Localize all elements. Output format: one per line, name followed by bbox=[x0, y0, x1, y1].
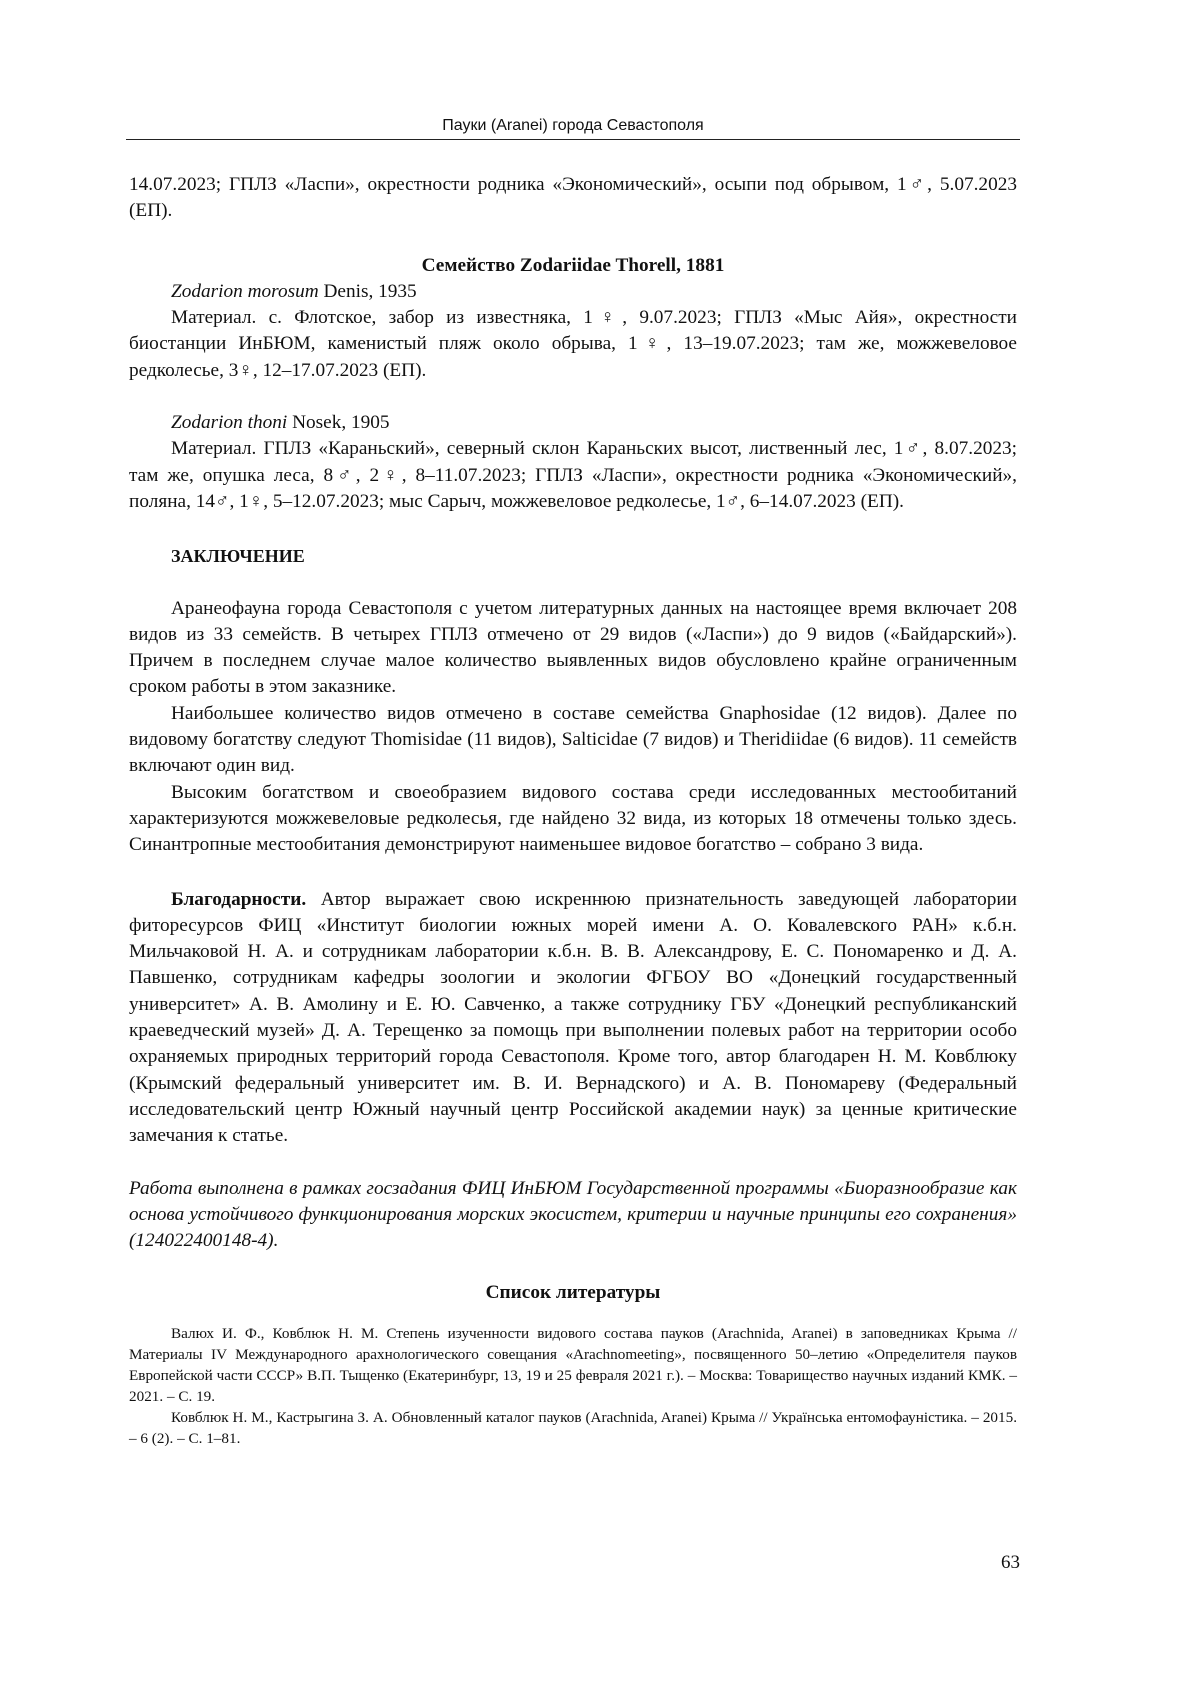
species-title-1 bbox=[129, 279, 1017, 305]
species-author-1: Denis, 1935 bbox=[318, 280, 417, 302]
conclusion-paragraph: Аранеофауна города Севастополя с учетом литературных данных на настоящее время включает 208 видов из 33 семейств. В четырех ГПЛЗ отмечено от 29 видов («Ласпи») до 9 видов («Байдарский»). Причем в последнем случае малое количество выявленных видов обусловлено крайне ограниченным сроком работы в этом заказнике. bbox=[129, 597, 1017, 698]
funding-note: Работа выполнена в рамках госзадания ФИЦ ИнБЮМ Государственной программы «Биоразнообразие как основа устойчивого функционирования морских экосистем, критерии и научные принципы его сохранения» (124022400148-4). bbox=[129, 1177, 1017, 1252]
species-author-2: Nosek, 1905 bbox=[287, 412, 390, 434]
reference-item: Валюх И. Ф., Ковблюк Н. М. Степень изученности видового состава пауков (Arachnida, Aranei) в заповедниках Крыма // Материалы IV Международного арахнологического совещания «Arachnomeeting», посвященного 50–летию «Определителя пауков Европейской части СССР» В.П. Тыщенко (Екатеринбург, 13, 19 и 25 февраля 2021 г.). – Москва: Товарищество научных изданий КМК. – 2021. – С. 19. bbox=[129, 1324, 1017, 1405]
conclusion-heading: ЗАКЛЮЧЕНИЕ bbox=[171, 546, 305, 567]
article-body bbox=[129, 172, 1017, 1449]
species-name-1: Zodarion morosum bbox=[171, 280, 319, 302]
species-title-2 bbox=[129, 410, 1017, 436]
references-heading: Список литературы bbox=[485, 1282, 661, 1304]
continuation-paragraph: 14.07.2023; ГПЛЗ «Ласпи», окрестности родника «Экономический», осыпи под обрывом, 1♂, 5.07.2023 (ЕП). bbox=[129, 174, 1017, 222]
reference-item: Ковблюк Н. М., Кастрыгина З. А. Обновленный каталог пауков (Arachnida, Aranei) Крыма // Українська ентомофауністика. – 2015. – 6 (2). – С. 1–81. bbox=[129, 1408, 1017, 1447]
page-number: 63 bbox=[1001, 1552, 1020, 1573]
acknowledgements-label: Благодарности. bbox=[171, 888, 307, 910]
conclusion-paragraph: Высоким богатством и своеобразием видового состава среди исследованных местообитаний характеризуются можжевеловые редколесья, где найдено 32 вида, из которых 18 отмечены только здесь. Синантропные местообитания демонстрируют наименьшее видовое богатство – собрано 3 вида. bbox=[129, 781, 1017, 856]
header-rule bbox=[126, 139, 1020, 140]
acknowledgements-text: Автор выражает свою искреннюю признательность заведующей лаборатории фиторесурсов ФИЦ «Институт биологии южных морей имени А. О. Ковалевского РАН» к.б.н. Мильчаковой Н. А. и сотрудникам лаборатории к.б.н. В. В. Александрову, Е. С. Пономаренко и Д. А. Павшенко, сотрудникам кафедры зоологии и экологии ФГБОУ ВО «Донецкий государственный университет» А. В. Амолину и Е. Ю. Савченко, а также сотруднику ГБУ «Донецкий республиканский краеведческий музей» Д. А. Терещенко за помощь при выполнении полевых работ на территории особо охраняемых природных территорий города Севастополя. Кроме того, автор благодарен Н. М. Ковблюку (Крымский федеральный университет им. В. И. Вернадского) и А. В. Пономареву (Федеральный исследовательский центр Южный научный центр Российской академии наук) за ценные критические замечания к статье. bbox=[129, 888, 1017, 1147]
acknowledgements-paragraph bbox=[129, 887, 1017, 1150]
running-header: Пауки (Aranei) города Севастополя bbox=[442, 117, 704, 134]
species-material-1: Материал. с. Флотское, забор из известняка, 1♀, 9.07.2023; ГПЛЗ «Мыс Айя», окрестности биостанции ИнБЮМ, каменистый пляж около обрыва, 1♀, 13–19.07.2023; там же, можжевеловое редколесье, 3♀, 12–17.07.2023 (ЕП). bbox=[129, 307, 1017, 381]
conclusion-paragraph: Наибольшее количество видов отмечено в составе семейства Gnaphosidae (12 видов). Далее по видовому богатству следуют Thomisidae (11 видов), Salticidae (7 видов) и Theridiidae (6 видов). 11 семейств включают один вид. bbox=[129, 702, 1017, 777]
family-heading: Семейство Zodariidae Thorell, 1881 bbox=[421, 254, 725, 276]
species-material-2: Материал. ГПЛЗ «Караньский», северный склон Караньских высот, лиственный лес, 1♂, 8.07.2023; там же, опушка леса, 8♂, 2♀, 8–11.07.2023; ГПЛЗ «Ласпи», окрестности родника «Экономический», поляна, 14♂, 1♀, 5–12.07.2023; мыс Сарыч, можжевеловое редколесье, 1♂, 6–14.07.2023 (ЕП). bbox=[129, 438, 1017, 512]
species-name-2: Zodarion thoni bbox=[171, 412, 288, 434]
reference-list bbox=[129, 1323, 1017, 1449]
